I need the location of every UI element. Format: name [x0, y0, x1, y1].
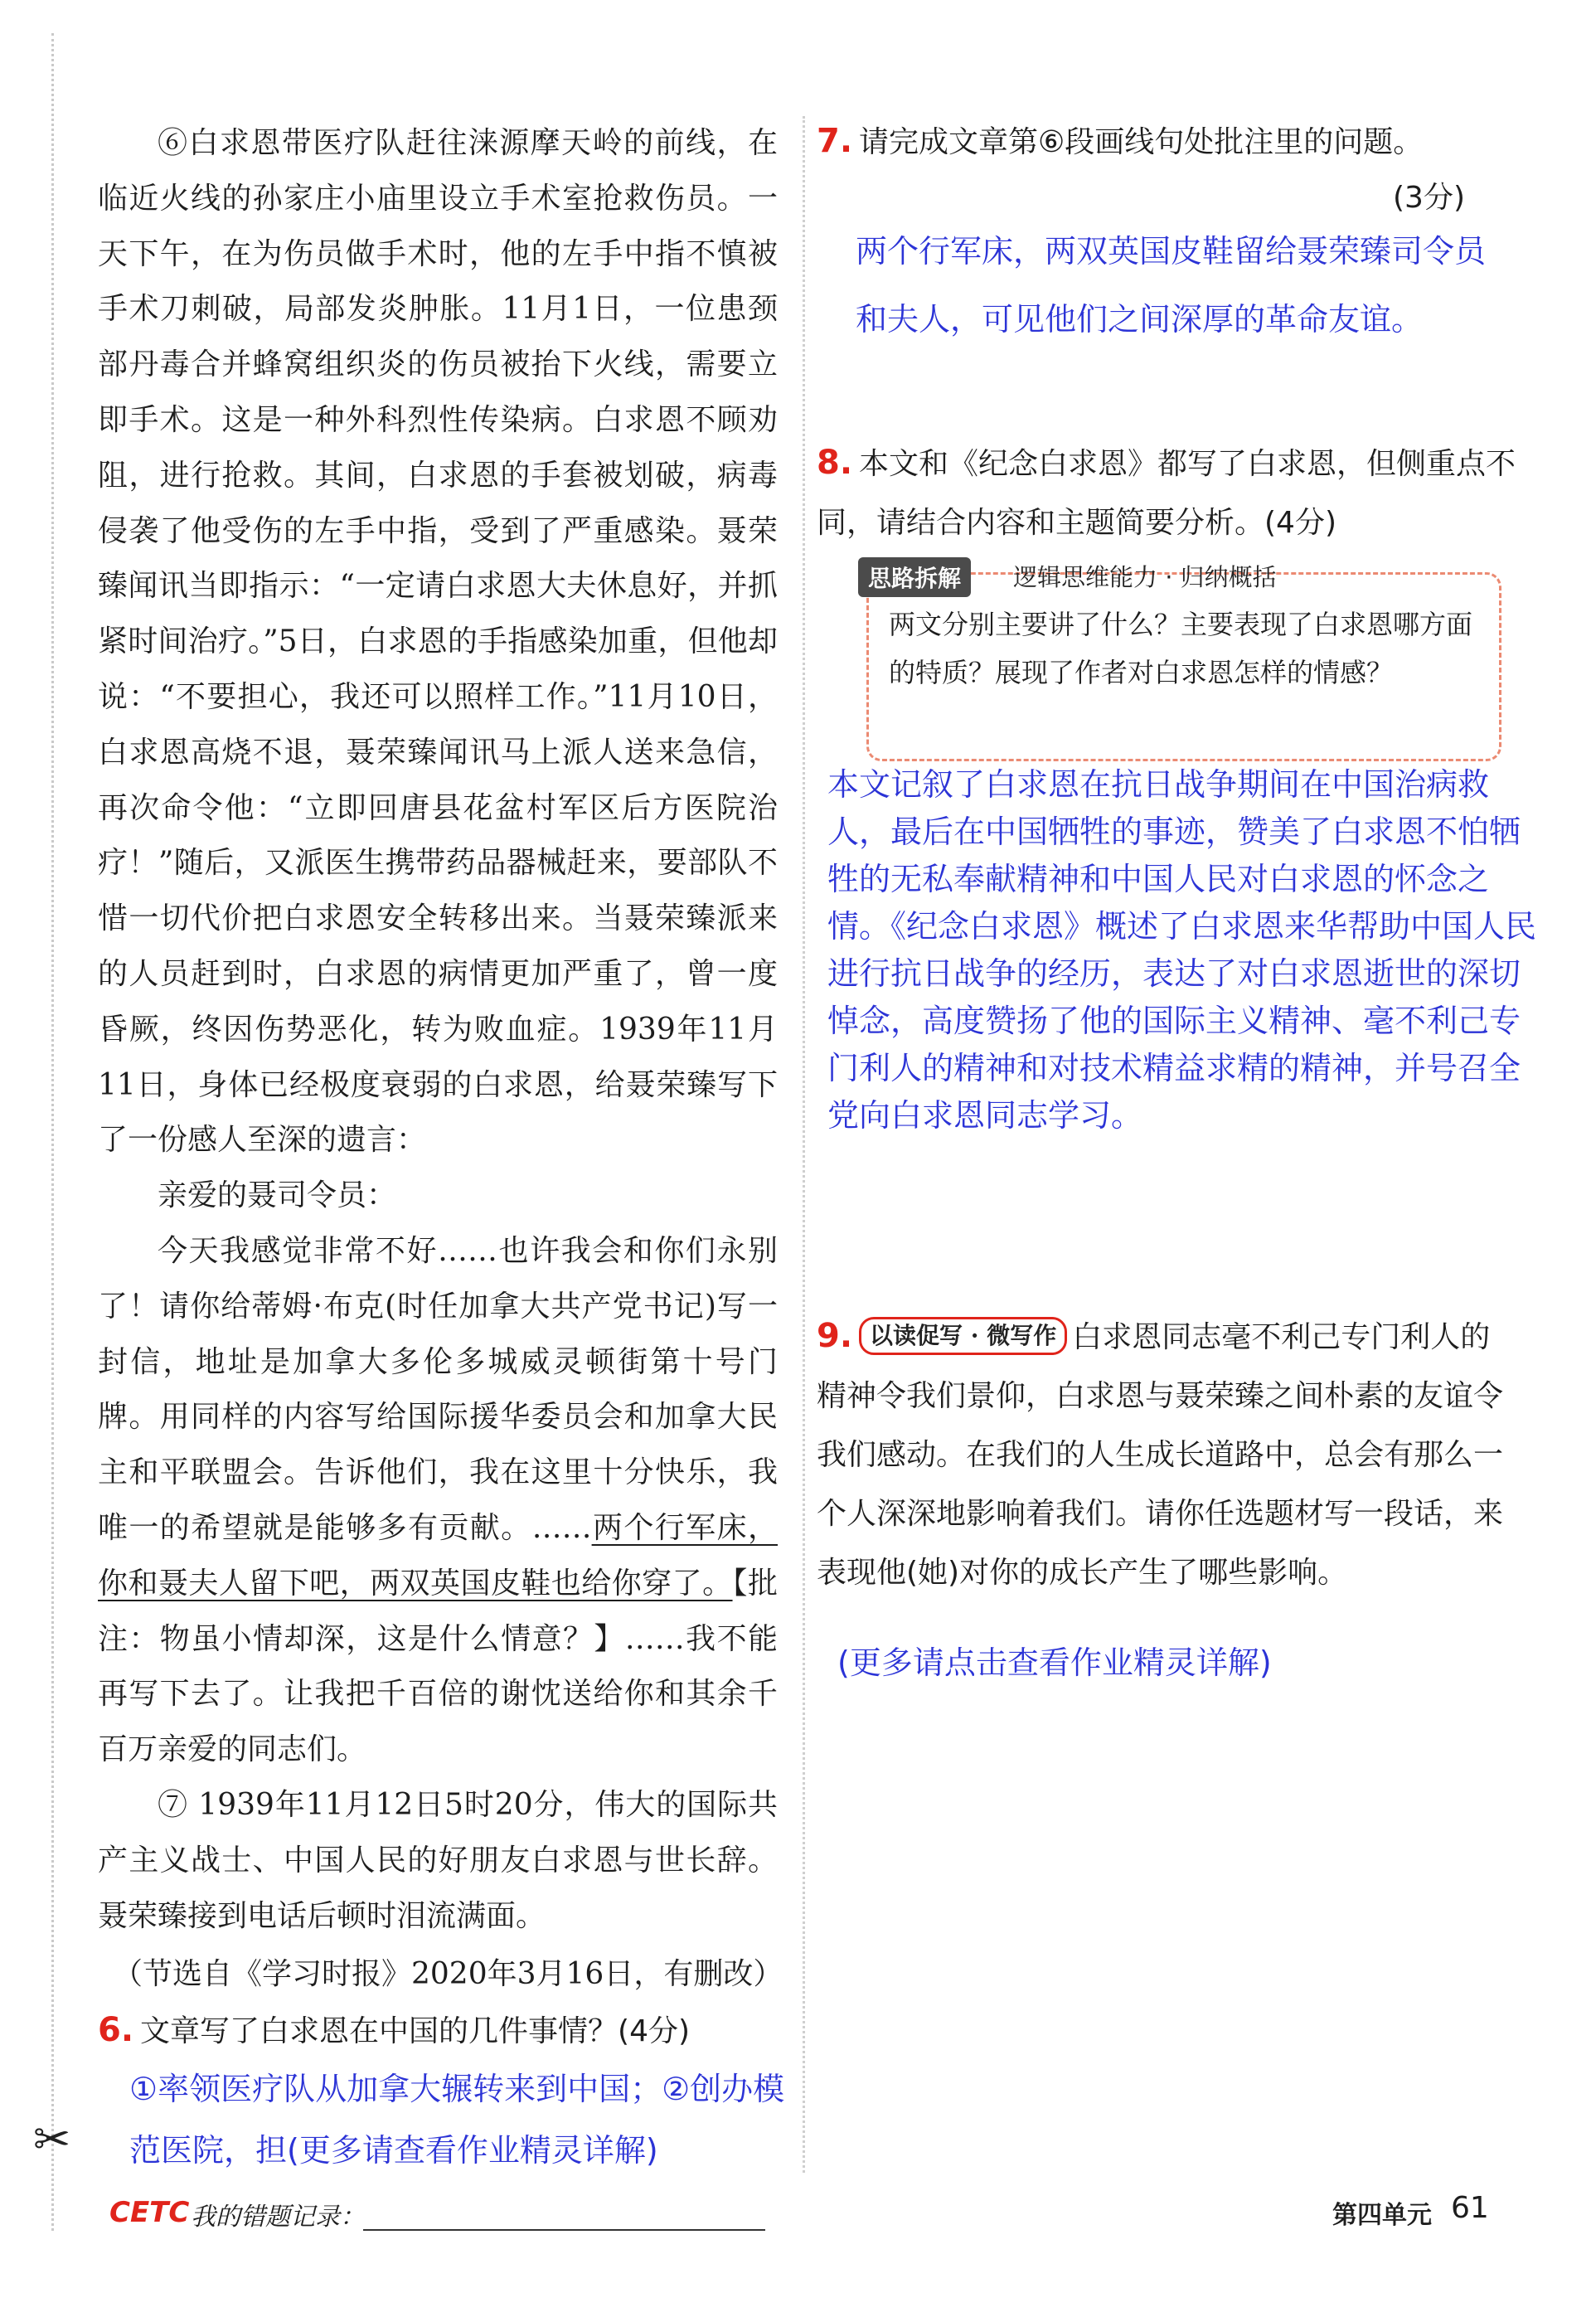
paragraph-7: ⑦ 1939年11月12日5时20分，伟大的国际共产主义战士、中国人民的好朋友白求恩与世长辞。聂荣臻接到电话后顿时泪流满面。 — [98, 1787, 778, 1933]
article-source: （节选自《学习时报》2020年3月16日，有删改） — [113, 1957, 783, 1992]
question-8-number: 8. — [817, 444, 853, 482]
letter-body — [98, 1224, 778, 1778]
hint-text: 两文分别主要讲了什么？主要表现了白求恩哪方面的特质？展现了作者对白求恩怎样的情感？ — [889, 609, 1473, 688]
question-8-answer: 本文记叙了白求恩在抗日战争期间在中国治病救人，最后在中国牺牲的事迹，赞美了白求恩不怕牺牲的无私奉献精神和中国人民对白求恩的怀念之情。《纪念白求恩》概述了白求恩来华帮助中国人民进行抗日战争的经历，表达了对白求恩逝世的深切悼念，高度赞扬了他的国际主义精神、毫不利己专门利人的精神和对技术精益求精的精神，并号召全党向白求恩同志学习。 — [827, 766, 1537, 1134]
question-6-answer: ①率领医疗队从加拿大辗转来到中国；②创办模范医院，担(更多请查看作业精灵详解) — [129, 2071, 785, 2169]
article-text — [98, 116, 783, 2002]
underlined-sentence: 两个行军床，你和聂夫人留下吧，两双英国皮鞋也给你穿了。 — [98, 1510, 778, 1601]
question-8-prompt — [817, 435, 1521, 556]
question-9 — [817, 1309, 1505, 1605]
error-record-label: 我的错题记录： — [191, 2203, 365, 2232]
more-details-link[interactable]: (更多请点击查看作业精灵详解) — [837, 1644, 1272, 1681]
page-number: 61 — [1451, 2191, 1489, 2225]
scissors-icon: ✂ — [33, 2113, 71, 2165]
hint-tag: 思路拆解 — [858, 557, 971, 597]
letter-text-before: 今天我感觉非常不好……也许我会和你们永别了！请你给蒂姆·布克(时任加拿大共产党书记)写一封信，地址是加拿大多伦多城威灵顿街第十号门牌。用同样的内容写给国际援华委员会和加拿大民主和平联盟会。告诉他们，我在这里十分快乐，我唯一的希望就是能够多有贡献。…… — [98, 1233, 778, 1545]
cetc-logo: CETC — [109, 2196, 190, 2229]
question-7-prompt — [817, 116, 1521, 169]
cut-line — [51, 33, 54, 2231]
unit-label: 第四单元 — [1332, 2201, 1432, 2230]
question-7-score: (3分) — [1393, 181, 1465, 215]
question-6-text: 文章写了白求恩在中国的几件事情？(4分) — [140, 2014, 691, 2048]
question-6 — [98, 2005, 786, 2181]
paragraph-6: ⑥白求恩带医疗队赶往涞源摩天岭的前线，在临近火线的孙家庄小庙里设立手术室抢救伤员。一天下午，在为伤员做手术时，他的左手中指不慎被手术刀刺破，局部发炎肿胀。11月1日，一位患颈部丹毒合并蜂窝组织炎的伤员被抬下火线，需要立即手术。这是一种外科烈性传染病。白求恩不顾劝阻，进行抢救。其间，白求恩的手套被划破，病毒侵袭了他受伤的左手中指，受到了严重感染。聂荣臻闻讯当即指示：“一定请白求恩大夫休息好，并抓紧时间治疗。”5日，白求恩的手指感染加重，但他却说：“不要担心，我还可以照样工作。”11月10日，白求恩高烧不退，聂荣臻闻讯马上派人送来急信，再次命令他：“立即回唐县花盆村军区后方医院治疗！”随后，又派医生携带药品器械赶来，要部队不惜一切代价把白求恩安全转移出来。当聂荣臻派来的人员赶到时，白求恩的病情更加严重了，曾一度昏厥，终因伤势恶化，转为败血症。1939年11月11日，身体已经极度衰弱的白求恩，给聂荣臻写下了一份感人至深的遗言： — [98, 126, 778, 1158]
error-record-line — [363, 2229, 765, 2231]
question-8-text: 本文和《纪念白求恩》都写了白求恩，但侧重点不同，请结合内容和主题简要分析。(4分) — [817, 447, 1516, 540]
letter-salutation: 亲爱的聂司令员： — [158, 1178, 397, 1213]
column-divider — [803, 116, 805, 2173]
question-7-number: 7. — [817, 122, 853, 160]
hint-title: 逻辑思维能力 · 归纳概括 — [1013, 563, 1277, 591]
question-9-number: 9. — [817, 1317, 853, 1355]
letter-annotation: 【批注：物虽小情却深，这是什么情意？】……我不能再写下去了。让我把千百倍的谢忱送给你和其余千百万亲爱的同志们。 — [98, 1566, 778, 1767]
question-6-prompt — [98, 2005, 786, 2058]
question-9-text: 白求恩同志毫不利己专门利人的精神令我们景仰，白求恩与聂荣臻之间朴素的友谊令我们感动。在我们的人生成长道路中，总会有那么一个人深深地影响着我们。请你任选题材写一段话，来表现他(她)对你的成长产生了哪些影响。 — [817, 1320, 1504, 1590]
question-6-number: 6. — [98, 2011, 134, 2049]
micro-writing-tag: 以读促写 · 微写作 — [859, 1317, 1067, 1355]
question-7-text: 请完成文章第⑥段画线句处批注里的问题。 — [859, 125, 1424, 159]
question-7-answer: 两个行军床，两双英国皮鞋留给聂荣臻司令员和夫人，可见他们之间深厚的革命友谊。 — [856, 233, 1487, 338]
